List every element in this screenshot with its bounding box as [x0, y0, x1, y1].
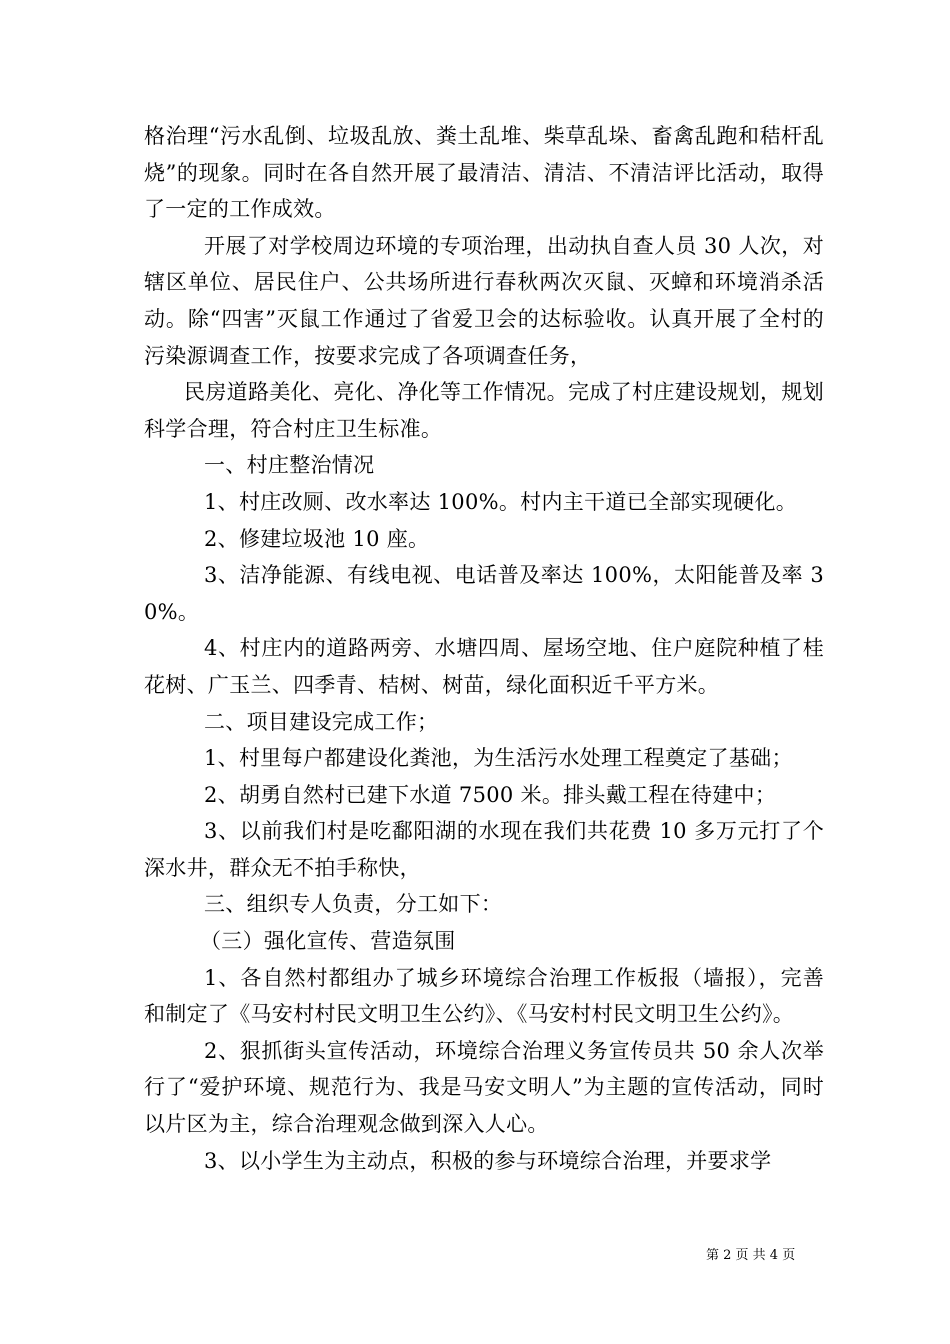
- section-heading-village-renovation: 一、村庄整治情况: [204, 453, 375, 478]
- section-heading-publicity: （三）强化宣传、营造氛围: [200, 929, 456, 954]
- list-item: 2、胡勇自然村已建下水道 7500 米。排头戴工程在待建中；: [204, 782, 777, 807]
- section-heading-responsibility: 三、组织专人负责，分工如下：: [204, 892, 503, 917]
- list-item: 2、修建垃圾池 10 座。: [204, 526, 430, 551]
- list-item: 3、洁净能源、有线电视、电话普及率达 100%，太阳能普及率 30%。: [144, 563, 824, 624]
- paragraph-road-beautification: 民房道路美化、亮化、净化等工作情况。完成了村庄建设规划，规划科学合理，符合村庄卫生标准。: [144, 380, 824, 441]
- list-item: 4、村庄内的道路两旁、水塘四周、屋场空地、住户庭院种植了桂花树、广玉兰、四季青、桔树、树苗，绿化面积近千平方米。: [144, 636, 824, 697]
- body-text: [144, 118, 824, 1179]
- list-item: 1、村里每户都建设化粪池，为生活污水处理工程奠定了基础；: [204, 746, 793, 771]
- list-item: 3、以前我们村是吃鄱阳湖的水现在我们共花费 10 多万元打了个深水井，群众无不拍手称快，: [144, 819, 824, 880]
- list-item: 1、村庄改厕、改水率达 100%。村内主干道已全部实现硬化。: [204, 489, 798, 514]
- list-item: 3、以小学生为主动点，积极的参与环境综合治理，并要求学: [204, 1148, 772, 1173]
- page-number-footer: 第 2 页 共 4 页: [706, 1248, 796, 1263]
- list-item: 1、各自然村都组办了城乡环境综合治理工作板报（墙报），完善和制定了《马安村村民文明卫生公约》、《马安村村民文明卫生公约》。: [144, 965, 824, 1027]
- section-heading-project-construction: 二、项目建设完成工作；: [204, 709, 439, 734]
- list-item: 2、狠抓街头宣传活动，环境综合治理义务宣传员共 50 余人次举行了“爱护环境、规范行为、我是马安文明人”为主题的宣传活动，同时以片区为主，综合治理观念做到深入人心。: [144, 1038, 824, 1137]
- paragraph-continuation: 格治理“污水乱倒、垃圾乱放、粪土乱堆、柴草乱垛、畜禽乱跑和秸杆乱烧”的现象。同时在各自然开展了最清洁、清洁、不清洁评比活动，取得了一定的工作成效。: [144, 124, 824, 222]
- paragraph-school-environment: 开展了对学校周边环境的专项治理，出动执自查人员 30 人次，对辖区单位、居民住户、公共场所进行春秋两次灭鼠、灭蟑和环境消杀活动。除“四害”灭鼠工作通过了省爱卫会的达标验收。认真开展了全村的污染源调查工作，按要求完成了各项调查任务，: [144, 233, 824, 368]
